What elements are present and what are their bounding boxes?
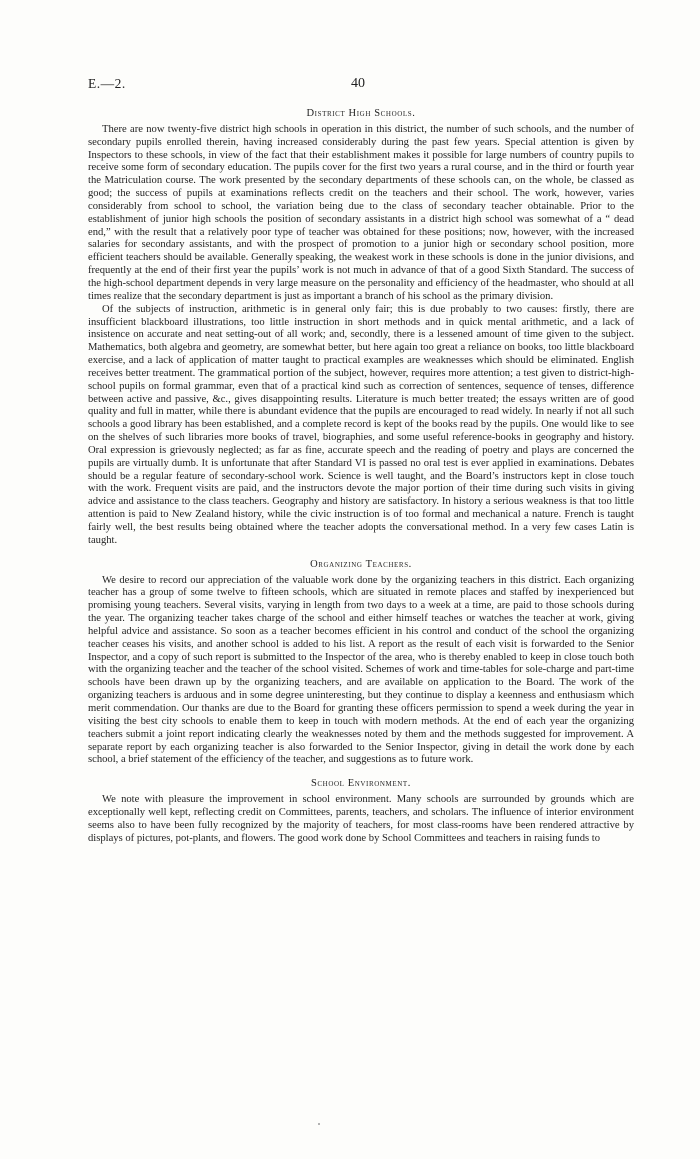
section-heading: District High Schools. xyxy=(306,108,416,119)
document-reference: E.—2. xyxy=(88,76,126,91)
paragraph: We desire to record our appreciation of the valuable work done by the organizing teachers in this district. Each organizing teacher has a group of some twelve to fifteen schools, which are situated in remote places and staffed by inexperienced but promising young teachers. Several visits, varying in length from two days to a week at a time, are paid to those schools during the year. The organizing teacher takes charge of the school and either himself teaches or watches the teacher at work, giving helpful advice and assistance. So soon as a teacher becomes efficient in his control and conduct of the school the organizing teacher ceases his visits, and another school is added to his list. A report as the result of each visit is forwarded to the Senior Inspector, and a copy of such report is submitted to the Inspector of the area, who is thereby enabled to keep in close touch both with the organizing teacher and the teacher of the school visited. Schemes of work and time-tables for sole-charge and part-time schools have been drawn up by the organizing teachers, and are available on application to the Board. The work of the organizing teachers is arduous and in some degree uninteresting, but they continue to display a keenness and enthusiasm which merit commendation. Our thanks are due to the Board for granting these officers permission to spend a week during the year in visiting the best city schools to enable them to keep in touch with modern methods. At the end of each year the organizing teachers submit a joint report indicating clearly the weaknesses noted by them and the methods suggested for improvement. A separate report by each organizing teacher is also forwarded to the Senior Inspector, giving in detail the work done by each school, a brief statement of the efficiency of the teacher, and suggestions as to future work. xyxy=(88,574,634,766)
body-text xyxy=(88,108,634,845)
section-heading: Organizing Teachers. xyxy=(310,558,412,570)
paragraph: Of the subjects of instruction, arithmetic is in general only fair; this is due probably to two causes: firstly, there are insufficient blackboard illustrations, too little instruction in short methods and in quick mental arithmetic, and a lack of insistence on accurate and neat setting-out of all work; and, secondly, there is a lessened amount of time given to the subject. Mathematics, both algebra and geometry, are somewhat better, but here again too great a reliance on books, too little blackboard exercise, and a lack of application of matter taught to practical examples are weaknesses which should be eliminated. English receives better treatment. The grammatical portion of the subject, however, requires more attention; a test given to district-high-school pupils on formal grammar, even that of a practical kind such as correction of sentences, sequence of tenses, difference between active and passive, &c., gives disappointing results. Literature is much better treated; the essays written are of good quality and full in matter, while there is abundant evidence that the pupils are encouraged to read widely. In nearly if not all such schools a good library has been established, and a complete record is kept of the books read by the pupils. One would like to see on the shelves of such libraries more books of travel, biographies, and some useful reference-books in geography and history. Oral expression is grievously neglected; as far as fine, accurate speech and the reading of poetry and plays are concerned the pupils are virtually dumb. It is unfortunate that after Standard VI is passed no oral test is ever applied in examinations. Debates should be a regular feature of secondary-school work. Science is well taught, and the Board’s instructors kept in close touch with the work. Frequent visits are paid, and the instructors devote the major portion of their time during such visits in giving advice and assistance to the class teachers. Geography and history are satisfactory. In history a serious weakness is that too little attention is paid to New Zealand history, while the civic instruction is of too formal and mechanical a nature. French is taught fairly well, the best results being obtained where the teacher adopts the conversational method. In a very few cases Latin is taught. xyxy=(88,303,634,546)
section-school-environment xyxy=(88,778,634,845)
print-speck xyxy=(318,1123,320,1125)
section-heading: School Environment. xyxy=(310,778,412,790)
paragraph: We note with pleasure the improvement in school environment. Many schools are surrounded by grounds which are exceptionally well kept, reflecting credit on Committees, parents, teachers, and scholars. The influence of interior environment seems also to have been fully recognized by the majority of teachers, for most class-rooms have been rendered attractive by displays of pictures, pot-plants, and flowers. The good work done by School Committees and teachers in raising funds to xyxy=(88,794,634,844)
section-organizing-teachers xyxy=(88,559,634,768)
page-header xyxy=(88,76,628,96)
paragraph: There are now twenty-five district high schools in operation in this district, the number of such schools, and the number of secondary pupils enrolled therein, having increased considerably during the past few years. Special attention is given by Inspectors to these schools, in view of the fact that their establishment makes it possible for large numbers of country pupils to receive some form of secondary education. The pupils cover for the first two years a rural course, and in the third or fourth year the Matriculation course. The work presented by the secondary departments of these schools can, on the whole, be classed as good; the success of pupils at examinations reflects credit on the teachers and their school. The work, however, varies considerably from school to school, the variation being due to the class of secondary teacher obtainable. Prior to the establishment of junior high schools the position of secondary assistants in a district high school was somewhat of a “ dead end,” with the result that a relatively poor type of teacher was obtained for these positions; now, however, with the increased salaries for secondary assistants, and with the prospect of promotion to a junior high or secondary school position, more efficient teachers should be available. Generally speaking, the weakest work in these schools is done in the junior divisions, and frequently at the end of their first year the pupils’ work is not much in advance of that of a good Sixth Standard. The success of the high-school department depends in very large measure on the personality and efficiency of the headmaster, who should at all times realize that the secondary department is just as important a branch of his school as the primary division. xyxy=(88,123,634,302)
page-number: 40 xyxy=(351,76,365,91)
section-district-high-schools xyxy=(88,108,634,548)
